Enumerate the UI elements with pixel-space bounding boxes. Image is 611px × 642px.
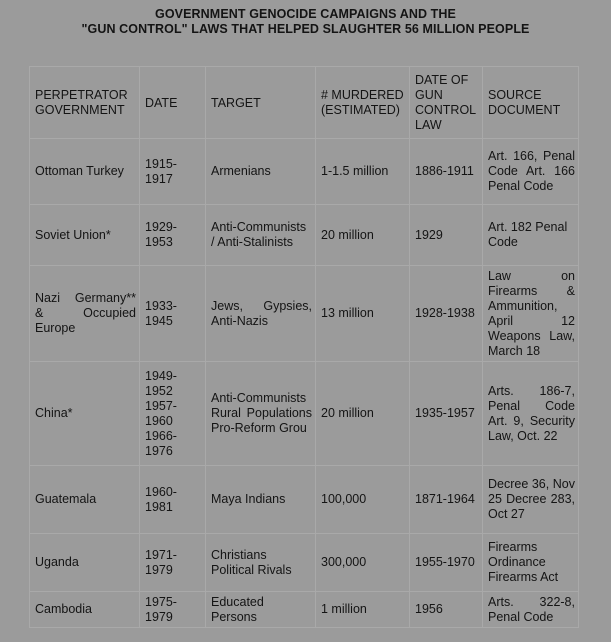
header-murdered: # MURDERED (ESTIMATED) <box>316 67 410 139</box>
cell-date: 1933-1945 <box>140 266 206 362</box>
cell-law-date: 1929 <box>410 205 483 266</box>
cell-target: Anti-Communists / Anti-Stalinists <box>206 205 316 266</box>
table-header-row <box>30 67 579 139</box>
date-line: 1952 <box>145 383 173 398</box>
table-row <box>30 139 579 205</box>
cell-source: Law on Firearms & Ammunition, April 12 Weapons Law, March 18 <box>483 266 579 362</box>
table-row <box>30 362 579 466</box>
cell-source: Firearms Ordinance Firearms Act <box>483 534 579 592</box>
date-line: 1960 <box>145 413 173 428</box>
cell-date: 1971-1979 <box>140 534 206 592</box>
cell-date <box>140 362 206 466</box>
cell-murdered: 300,000 <box>316 534 410 592</box>
cell-law-date: 1886-1911 <box>410 139 483 205</box>
header-source: SOURCE DOCUMENT <box>483 67 579 139</box>
cell-source: Art. 182 Penal Code <box>483 205 579 266</box>
table-row <box>30 592 579 628</box>
header-target: TARGET <box>206 67 316 139</box>
date-line: 1957- <box>145 398 177 413</box>
cell-law-date: 1928-1938 <box>410 266 483 362</box>
table-row <box>30 534 579 592</box>
date-line: 1976 <box>145 443 173 458</box>
date-line: 1949- <box>145 368 177 383</box>
cell-source: Arts. 322-8, Penal Code <box>483 592 579 628</box>
cell-perpetrator: Uganda <box>30 534 140 592</box>
cell-murdered: 13 million <box>316 266 410 362</box>
table-row <box>30 205 579 266</box>
cell-perpetrator: Nazi Germany** & Occupied Europe <box>30 266 140 362</box>
cell-date: 1960-1981 <box>140 466 206 534</box>
cell-perpetrator: Soviet Union* <box>30 205 140 266</box>
genocide-table <box>29 66 579 628</box>
header-perpetrator: PERPETRATOR GOVERNMENT <box>30 67 140 139</box>
table-row <box>30 466 579 534</box>
cell-date: 1975-1979 <box>140 592 206 628</box>
cell-murdered: 20 million <box>316 362 410 466</box>
cell-murdered: 100,000 <box>316 466 410 534</box>
document-title <box>0 7 611 37</box>
cell-murdered: 1-1.5 million <box>316 139 410 205</box>
cell-law-date: 1955-1970 <box>410 534 483 592</box>
cell-law-date: 1956 <box>410 592 483 628</box>
cell-perpetrator: Guatemala <box>30 466 140 534</box>
cell-perpetrator: Ottoman Turkey <box>30 139 140 205</box>
cell-date: 1929-1953 <box>140 205 206 266</box>
cell-murdered: 1 million <box>316 592 410 628</box>
title-line-1: GOVERNMENT GENOCIDE CAMPAIGNS AND THE <box>155 7 456 21</box>
cell-murdered: 20 million <box>316 205 410 266</box>
cell-source: Arts. 186-7, Penal Code Art. 9, Security Law, Oct. 22 <box>483 362 579 466</box>
cell-target: Jews, Gypsies, Anti-Nazis <box>206 266 316 362</box>
cell-source: Art. 166, Penal Code Art. 166 Penal Code <box>483 139 579 205</box>
title-line-2: "GUN CONTROL" LAWS THAT HELPED SLAUGHTER 56 MILLION PEOPLE <box>81 22 530 36</box>
cell-target: Armenians <box>206 139 316 205</box>
cell-date: 1915-1917 <box>140 139 206 205</box>
cell-law-date: 1935-1957 <box>410 362 483 466</box>
cell-target: Christians Political Rivals <box>206 534 316 592</box>
header-date: DATE <box>140 67 206 139</box>
cell-target: Anti-Communists Rural Populations Pro-Reform Grou <box>206 362 316 466</box>
header-law-date: DATE OF GUN CONTROL LAW <box>410 67 483 139</box>
cell-target: Maya Indians <box>206 466 316 534</box>
cell-law-date: 1871-1964 <box>410 466 483 534</box>
date-line: 1966- <box>145 428 177 443</box>
cell-perpetrator: China* <box>30 362 140 466</box>
cell-source: Decree 36, Nov 25 Decree 283, Oct 27 <box>483 466 579 534</box>
cell-perpetrator: Cambodia <box>30 592 140 628</box>
table-row <box>30 266 579 362</box>
cell-target: Educated Persons <box>206 592 316 628</box>
